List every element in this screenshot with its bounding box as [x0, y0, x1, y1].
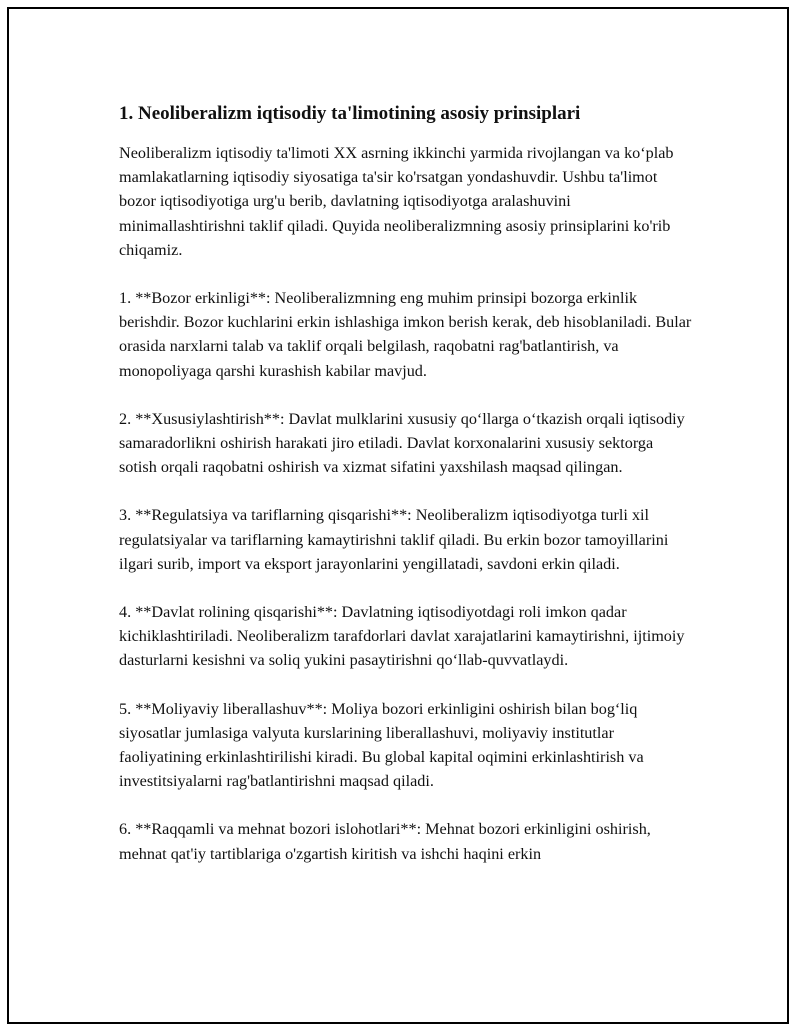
document-title: 1. Neoliberalizm iqtisodiy ta'limotining asosiy prinsiplari: [119, 103, 581, 124]
principle-paragraph-6: 6. **Raqqamli va mehnat bozori islohotlari**: Mehnat bozori erkinligini oshirish, mehnat qat'iy tartiblariga o'zgartish kiritish va ishchi haqini erkin: [119, 820, 651, 863]
principle-paragraph-2: 2. **Xususiylashtirish**: Davlat mulklarini xususiy qo‘llarga o‘tkazish orqali iqtisodiy samaradorlikni oshirish harakati jiro etiladi. Davlat korxonalarini xususiy sektorga sotish orqali raqobatni oshirish va xizmat sifatini yaxshilash maqsad qilingan.: [119, 409, 685, 477]
intro-paragraph: Neoliberalizm iqtisodiy ta'limoti XX asrning ikkinchi yarmida rivojlangan va ko‘plab mamlakatlarning iqtisodiy siyosatiga ta'sir ko'rsatgan yondashuvdir. Ushbu ta'limot bozor iqtisodiyotiga urg'u berib, davlatning iqtisodiyotga aralashuvini minimallashtirishni taklif qiladi. Quyida neoliberalizmning asosiy prinsiplarini ko'rib chiqamiz.: [119, 144, 674, 259]
principle-paragraph-3: 3. **Regulatsiya va tariflarning qisqarishi**: Neoliberalizm iqtisodiyotga turli xil regulatsiyalar va tariflarning kamaytirishni taklif qiladi. Bu erkin bozor tamoyillarini ilgari surib, import va eksport jarayonlarini yengillatadi, savdoni erkin qiladi.: [119, 506, 669, 573]
principle-paragraph-1: 1. **Bozor erkinligi**: Neoliberalizmning eng muhim prinsipi bozorga erkinlik berishdir. Bozor kuchlarini erkin ishlashiga imkon berish kerak, deb hisoblaniladi. Bular orasida narxlarni talab va taklif orqali belgilash, raqobatni rag'batlantirish, va monopoliyaga qarshi kurashish kabilar mavjud.: [119, 289, 692, 380]
principle-paragraph-5: 5. **Moliyaviy liberallashuv**: Moliya bozori erkinligini oshirish bilan bog‘liq siyosatlar jumlasiga valyuta kurslarining liberallashuvi, moliyaviy institutlar faoliyatining erkinlashtirilishi kiradi. Bu global kapital oqimini erkinlashtirish va investitsiyalarni rag'batlantirishni maqsad qiladi.: [119, 699, 644, 791]
principle-paragraph-4: 4. **Davlat rolining qisqarishi**: Davlatning iqtisodiyotdagi roli imkon qadar kichiklashtiriladi. Neoliberalizm tarafdorlari davlat xarajatlarini kamaytirishni, ijtimoiy dasturlarni kesishni va soliq yukini pasaytirishni qo‘llab-quvvatlaydi.: [119, 603, 685, 670]
page-frame: [7, 7, 789, 1024]
document-body: [119, 101, 694, 890]
